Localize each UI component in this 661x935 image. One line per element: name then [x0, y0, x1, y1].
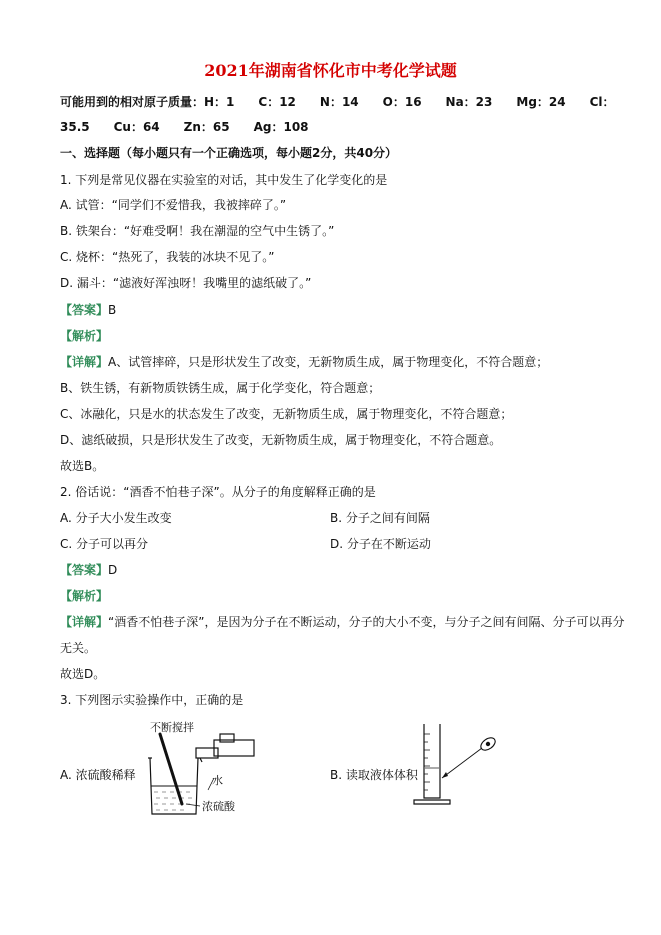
q2-answer-line	[60, 561, 117, 578]
stir-label: 不断搅拌	[150, 721, 194, 734]
q1-detail-c: C、冰融化，只是水的状态发生了改变，无新物质生成，属于物理变化，不符合题意；	[60, 407, 513, 421]
q1-answer: B	[108, 303, 117, 317]
q1-conclusion: 故选B。	[60, 459, 105, 473]
q3-option-a: A. 浓硫酸稀释	[60, 768, 136, 782]
q2-option-a: A. 分子大小发生改变	[60, 511, 172, 525]
q1-detail-d: D、滤纸破损，只是形状发生了改变，无新物质生成，属于物理变化，不符合题意。	[60, 433, 502, 447]
q1-stem: 1. 下列是常见仪器在实验室的对话，其中发生了化学变化的是	[60, 173, 388, 187]
q1-answer-line	[60, 301, 116, 318]
acid-label: 浓硫酸	[202, 800, 235, 813]
water-label: 水	[212, 774, 223, 787]
q2-detail-line-1	[60, 613, 624, 630]
q1-option-b: B. 铁架台：“好难受啊！我在潮湿的空气中生锈了。”	[60, 224, 335, 238]
q2-conclusion: 故选D。	[60, 667, 106, 681]
q1-detail-b: B、铁生锈，有新物质铁锈生成，属于化学变化，符合题意；	[60, 381, 381, 395]
detail-tag: 【详解】	[60, 355, 109, 369]
q2-option-b: B. 分子之间有间隔	[330, 511, 430, 525]
q2-option-d: D. 分子在不断运动	[330, 537, 431, 551]
atomic-mass-line-2: 35.5 Cu：64 Zn：65 Ag：108	[60, 120, 309, 134]
atomic-mass-line-1: 可能用到的相对原子质量：H：1 C：12 N：14 O：16 Na：23 Mg：24 Cl：	[60, 95, 615, 109]
page-title: 2021年湖南省怀化市中考化学试题	[204, 61, 457, 80]
q1-option-a: A. 试管：“同学们不爱惜我，我被摔碎了。”	[60, 198, 287, 212]
section-heading: 一、选择题（每小题只有一个正确选项，每小题2分，共40分）	[60, 146, 398, 160]
detail-tag: 【详解】	[60, 615, 109, 629]
q1-option-c: C. 烧杯：“热死了，我装的冰块不见了。”	[60, 250, 275, 264]
answer-tag: 【答案】	[60, 303, 109, 317]
q1-detail-a	[60, 353, 548, 370]
q2-answer: D	[108, 563, 118, 577]
q2-option-c: C. 分子可以再分	[60, 537, 149, 551]
q2-detail-line-1-text: “酒香不怕巷子深”，是因为分子在不断运动，分子的大小不变，与分子之间有间隔、分子可以再分	[108, 615, 625, 629]
q1-analysis-tag: 【解析】	[60, 329, 109, 343]
answer-tag: 【答案】	[60, 563, 109, 577]
q2-stem: 2. 俗话说：“酒香不怕巷子深”。从分子的角度解释正确的是	[60, 485, 376, 499]
q3-option-b: B. 读取液体体积	[330, 768, 418, 782]
acid-dilution-figure	[138, 718, 288, 818]
q3-stem: 3. 下列图示实验操作中，正确的是	[60, 693, 244, 707]
q2-detail-line-2: 无关。	[60, 641, 97, 655]
q2-analysis-tag: 【解析】	[60, 589, 109, 603]
graduated-cylinder-figure	[410, 718, 510, 808]
q1-option-d: D. 漏斗：“滤液好浑浊呀！我嘴里的滤纸破了。”	[60, 276, 312, 290]
q1-detail-a-text: A、试管摔碎，只是形状发生了改变，无新物质生成，属于物理变化，不符合题意；	[108, 355, 549, 369]
